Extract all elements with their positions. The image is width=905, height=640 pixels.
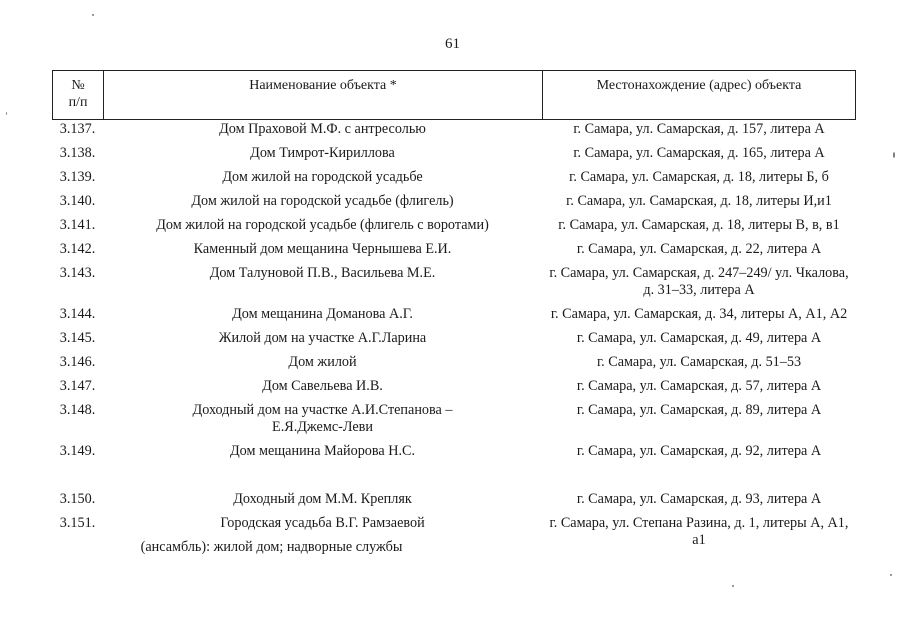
header-name-column: Наименование объекта * bbox=[104, 71, 543, 119]
object-address: г. Самара, ул. Самарская, д. 34, литеры А, А1, А2 bbox=[550, 306, 848, 322]
object-name: Дом Праховой М.Ф. с антресолью bbox=[219, 121, 426, 137]
row-number: 3.147. bbox=[59, 378, 96, 394]
object-name: Жилой дом на участке А.Г.Ларина bbox=[218, 330, 427, 346]
scan-speck bbox=[732, 585, 734, 587]
object-address: г. Самара, ул. Самарская, д. 22, литера А bbox=[576, 241, 822, 257]
object-name-continuation: (ансамбль): жилой дом; надворные службы bbox=[140, 539, 403, 555]
scan-speck bbox=[92, 14, 94, 16]
row-number: 3.151. bbox=[59, 515, 96, 531]
table-row bbox=[52, 240, 856, 264]
object-name: Дом жилой на городской усадьбе (флигель) bbox=[191, 193, 454, 209]
object-name: Городская усадьба В.Г. Рамзаевой bbox=[220, 515, 425, 531]
object-address: г. Самара, ул. Самарская, д. 247–249/ ул. Чкалова, д. 31–33, литера А bbox=[549, 265, 849, 298]
scan-speck bbox=[893, 152, 895, 158]
object-name: Доходный дом на участке А.И.Степанова – Е.Я.Джемс-Леви bbox=[192, 402, 453, 435]
row-number: 3.145. bbox=[59, 330, 96, 346]
header-number-column: № п/п bbox=[53, 71, 104, 119]
object-address: г. Самара, ул. Самарская, д. 18, литеры В, в, в1 bbox=[558, 217, 840, 233]
row-number: 3.143. bbox=[59, 265, 96, 281]
table-row bbox=[52, 353, 856, 377]
object-address: г. Самара, ул. Самарская, д. 89, литера А bbox=[576, 402, 822, 418]
table-row bbox=[52, 168, 856, 192]
object-address: г. Самара, ул. Самарская, д. 18, литеры И,и1 bbox=[566, 193, 832, 209]
object-name: Дом мещанина Майорова Н.С. bbox=[229, 443, 416, 459]
row-number: 3.139. bbox=[59, 169, 96, 185]
object-name: Дом жилой на городской усадьбе (флигель с воротами) bbox=[156, 217, 489, 233]
table-row bbox=[52, 305, 856, 329]
object-name: Каменный дом мещанина Чернышева Е.И. bbox=[193, 241, 452, 257]
object-name: Доходный дом М.М. Крепляк bbox=[233, 491, 412, 507]
table-row bbox=[52, 442, 856, 490]
object-address: г. Самара, ул. Самарская, д. 157, литера А bbox=[573, 121, 825, 137]
table-row bbox=[52, 401, 856, 442]
object-name: Дом Тимрот-Кириллова bbox=[250, 145, 395, 161]
row-number: 3.140. bbox=[59, 193, 96, 209]
table-row bbox=[52, 144, 856, 168]
object-name: Дом Савельева И.В. bbox=[262, 378, 383, 394]
object-address: г. Самара, ул. Самарская, д. 93, литера А bbox=[576, 491, 822, 507]
row-number: 3.144. bbox=[59, 306, 96, 322]
row-number: 3.150. bbox=[59, 491, 96, 507]
object-address: г. Самара, ул. Степана Разина, д. 1, литеры А, А1, а1 bbox=[549, 515, 849, 548]
scan-speck bbox=[6, 112, 7, 115]
object-address: г. Самара, ул. Самарская, д. 57, литера А bbox=[576, 378, 822, 394]
object-address: г. Самара, ул. Самарская, д. 51–53 bbox=[596, 354, 802, 370]
table-row bbox=[52, 329, 856, 353]
object-name: Дом мещанина Доманова А.Г. bbox=[232, 306, 413, 322]
row-number: 3.141. bbox=[59, 217, 96, 233]
row-number: 3.142. bbox=[59, 241, 96, 257]
object-name: Дом Талуновой П.В., Васильева М.Е. bbox=[209, 265, 436, 281]
table-row bbox=[52, 216, 856, 240]
row-number: 3.148. bbox=[59, 402, 96, 418]
table-row bbox=[52, 377, 856, 401]
header-address-column: Местонахождение (адрес) объекта bbox=[596, 78, 802, 93]
page-number: 61 bbox=[445, 36, 460, 52]
object-address: г. Самара, ул. Самарская, д. 92, литера А bbox=[576, 443, 822, 459]
table-row bbox=[52, 120, 856, 144]
object-name: Дом жилой bbox=[288, 354, 357, 370]
table-row bbox=[52, 490, 856, 514]
table-row bbox=[52, 192, 856, 216]
object-name: Дом жилой на городской усадьбе bbox=[222, 169, 423, 185]
row-number: 3.149. bbox=[59, 443, 96, 459]
object-address: г. Самара, ул. Самарская, д. 49, литера А bbox=[576, 330, 822, 346]
object-address: г. Самара, ул. Самарская, д. 165, литера А bbox=[573, 145, 825, 161]
scan-speck bbox=[890, 574, 892, 576]
row-number: 3.138. bbox=[59, 145, 96, 161]
table-header bbox=[52, 70, 856, 120]
object-address: г. Самара, ул. Самарская, д. 18, литеры Б, б bbox=[569, 169, 829, 185]
row-number: 3.146. bbox=[59, 354, 96, 370]
row-number: 3.137. bbox=[59, 121, 96, 137]
table-row bbox=[52, 264, 856, 305]
